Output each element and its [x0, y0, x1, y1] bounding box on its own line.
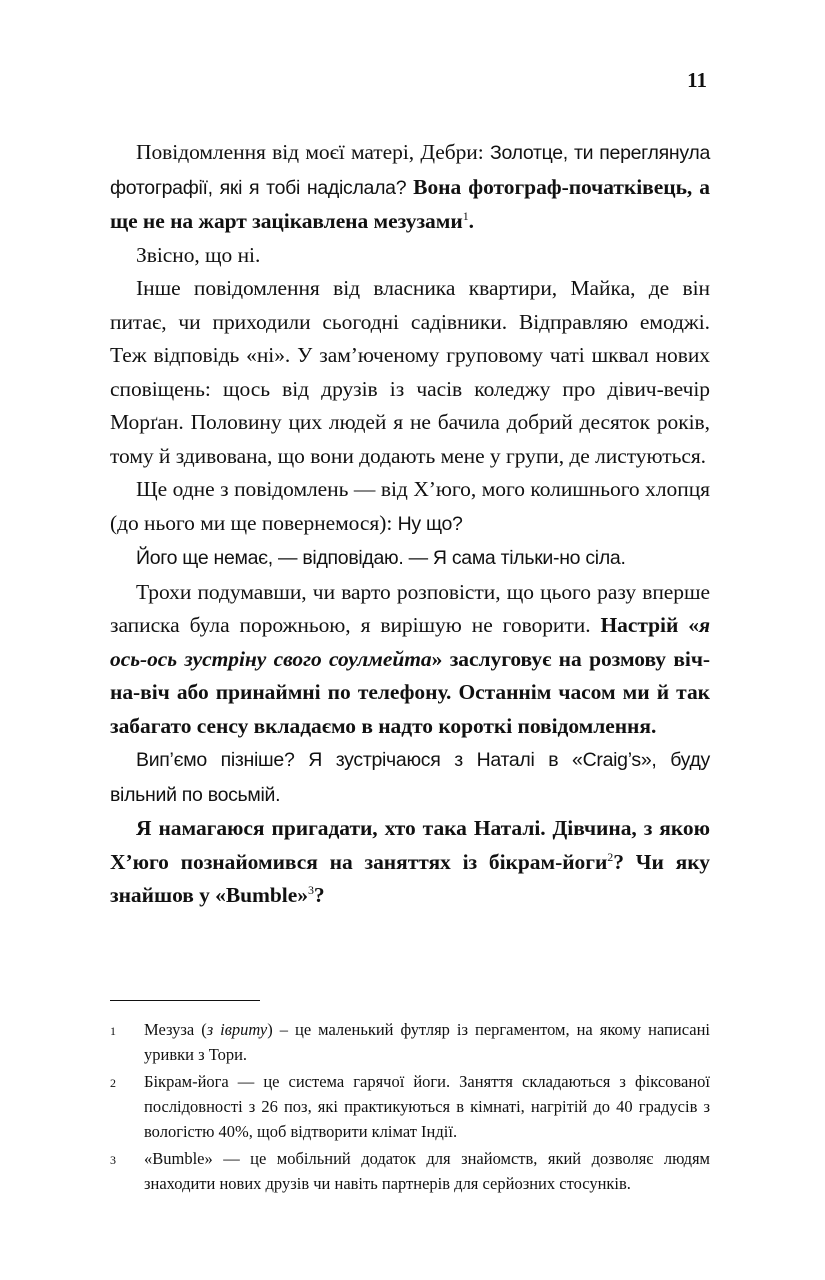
paragraph — [110, 743, 710, 812]
footnote-number: 3 — [110, 1153, 116, 1167]
footnote-number: 1 — [110, 1024, 116, 1038]
footnote-reference: 3 — [307, 882, 314, 897]
text-run-bold: ? Чи яку знайшов у «Bumble» — [110, 849, 710, 907]
paragraph — [110, 473, 710, 541]
text-run-message: Ну що? — [397, 512, 463, 535]
text-run: «Bumble» — це мобільний додаток для знайомств, який дозволяє людям знаходити нових друзів чи навіть партнерів для серйозних стосунків. — [144, 1149, 710, 1193]
footnotes — [110, 1000, 710, 1198]
page-number: 11 — [687, 68, 707, 92]
footnote-text — [144, 1146, 710, 1196]
footnote-separator-rule — [110, 1000, 260, 1001]
text-run: Інше повідомлення від власника квартири, Майка, де він питає, чи приходили сьогодні садівники. Відправляю емоджі. Теж відповідь «ні». У зам’юченому груповому чаті шквал нових сповіщень: щось від друзів із часів коледжу про дівич-вечір Морґан. Половину цих людей я не бачила добрий десяток років, тому й здивована, що вони додають мене у групи, де листуються. — [110, 276, 710, 468]
text-run-bold: . — [468, 209, 474, 233]
footnote-number: 2 — [110, 1076, 116, 1090]
text-run-bold: заслуговує на розмову віч-на-віч або принаймні по телефону. Останнім часом ми й так забагато сенсу вкладаємо в надто короткі повідомлення. — [110, 646, 710, 738]
paragraph — [110, 812, 710, 913]
footnote-text — [144, 1069, 710, 1144]
text-run: Повідомлення від моєї матері, Дебри: — [136, 140, 490, 164]
footnote-item — [110, 1017, 710, 1067]
footnote-reference: 2 — [607, 849, 614, 864]
paragraph — [110, 541, 710, 576]
text-run-bold: Я намагаюся пригадати, хто така Наталі. Дівчина, з якою Х’юго познайомився на заняттях із бікрам-йоги — [110, 816, 710, 874]
text-run-bold: Настрій « — [600, 613, 699, 637]
text-run-bold-italic: я ось-ось зустріну свого соулмейта — [110, 613, 710, 671]
footnote-reference: 1 — [462, 208, 469, 223]
footnote-text — [144, 1017, 710, 1067]
text-run-bold: Вона фотограф-початківець, а ще не на жарт зацікавлена мезузами — [110, 174, 710, 233]
text-run: ) – це маленький футляр із пергаментом, на якому написані уривки з Тори. — [144, 1020, 710, 1064]
text-run: Ще одне з повідомлень — від Х’юго, мого колишнього хлопця (до нього ми ще повернемося): — [110, 477, 710, 535]
footnote-item — [110, 1069, 710, 1144]
text-run-message: Вип’ємо пізніше? Я зустрічаюся з Наталі в «Craig’s», буду вільний по восьмій. — [110, 749, 710, 806]
text-run-bold: » — [431, 646, 450, 671]
text-run: Бікрам-йога — це система гарячої йоги. Заняття складаються з фіксованої послідовності з 26 поз, які практикуються в кімнаті, нагрітій до 40 градусів з вологістю 40%, щоб відтворити клімат Індії. — [144, 1072, 710, 1141]
paragraph — [110, 576, 710, 744]
text-run-bold: ? — [313, 883, 325, 907]
text-run-message: Його ще немає, — відповідаю. — Я сама тільки-но сіла. — [136, 547, 626, 569]
footnote-item — [110, 1146, 710, 1196]
paragraph — [110, 136, 710, 239]
text-run-italic: з івриту — [206, 1020, 268, 1039]
text-run-message: Золотце, ти переглянула фотографії, які я тобі надіслала? — [110, 142, 711, 199]
paragraph — [110, 272, 710, 473]
text-run: Мезуза ( — [144, 1020, 207, 1039]
text-run: Звісно, що ні. — [136, 242, 261, 267]
body-text — [110, 136, 710, 913]
text-run: Трохи подумавши, чи варто розповісти, що цього разу вперше записка була порожньою, я вирішую не говорити. — [110, 579, 710, 637]
paragraph — [110, 239, 710, 273]
